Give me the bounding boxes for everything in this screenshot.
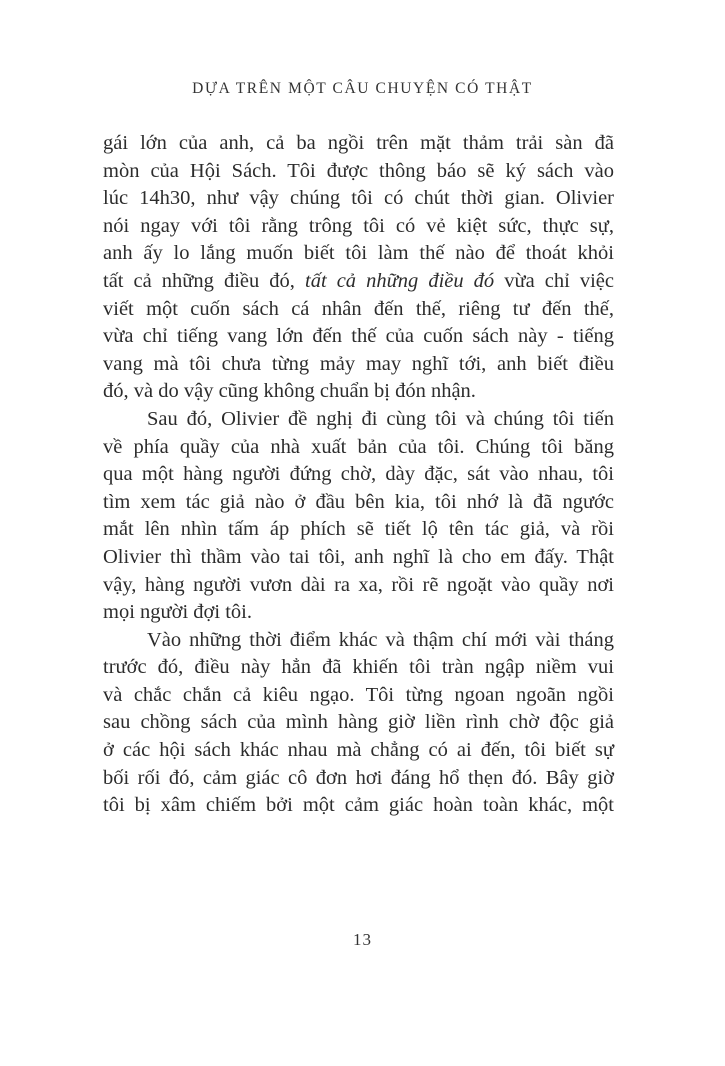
text-line: vậy, hàng người vươn dài ra xa, rồi rẽ ngoặt vào quầy nơi — [103, 573, 614, 596]
text-line: mòn của Hội Sách. Tôi được thông báo sẽ ký sách vào — [103, 159, 614, 182]
text-line — [103, 268, 614, 296]
text-line: nói ngay với tôi rằng trông tôi có vẻ kiệt sức, thực sự, — [103, 214, 614, 237]
text-line: Vào những thời điểm khác và thậm chí mới vài tháng — [147, 628, 614, 651]
text-line: vừa chỉ tiếng vang lớn đến thế của cuốn sách này - tiếng — [103, 325, 614, 348]
text-line: vang mà tôi chưa từng mảy may nghĩ tới, anh biết điều — [103, 352, 614, 375]
text-line: mắt lên nhìn tấm áp phích sẽ tiết lộ tên tác giả, và rồi — [103, 518, 614, 541]
text-line: và chắc chắn cả kiêu ngạo. Tôi từng ngoan ngoãn ngồi — [103, 683, 614, 706]
text-line: qua một hàng người đứng chờ, dày đặc, sát vào nhau, tôi — [103, 463, 614, 486]
text-line: anh ấy lo lắng muốn biết tôi làm thế nào để thoát khỏi — [103, 242, 614, 265]
body-text — [103, 130, 614, 820]
text-line: tôi bị xâm chiếm bởi một cảm giác hoàn toàn khác, một — [103, 794, 614, 817]
text-segment: vừa chỉ việc — [494, 269, 614, 292]
text-line: tìm xem tác giả nào ở đầu bên kia, tôi nhớ là đã ngước — [103, 490, 614, 513]
text-line: mọi người đợi tôi. — [103, 601, 252, 624]
text-segment: tất cả những điều đó, — [103, 269, 305, 292]
italic-emphasis: tất cả những điều đó — [305, 269, 495, 292]
page-number: 13 — [353, 930, 372, 949]
text-line: lúc 14h30, như vậy chúng tôi có chút thời gian. Olivier — [103, 187, 614, 210]
text-line: đó, và do vậy cũng không chuẩn bị đón nhận. — [103, 380, 476, 403]
text-line: viết một cuốn sách cá nhân đến thế, riêng tư đến thế, — [103, 297, 614, 320]
running-header: DỰA TRÊN MỘT CÂU CHUYỆN CÓ THẬT — [192, 80, 533, 97]
text-line: gái lớn của anh, cả ba ngồi trên mặt thảm trải sàn đã — [103, 132, 614, 154]
text-line: Sau đó, Olivier đề nghị đi cùng tôi và chúng tôi tiến — [147, 407, 614, 430]
text-line: trước đó, điều này hẳn đã khiến tôi tràn ngập niềm vui — [103, 656, 614, 679]
text-line: bối rối đó, cảm giác cô đơn hơi đáng hổ thẹn đó. Bây giờ — [103, 766, 614, 789]
text-line: sau chồng sách của mình hàng giờ liền rình chờ độc giả — [103, 711, 614, 734]
text-line: Olivier thì thầm vào tai tôi, anh nghĩ là cho em đấy. Thật — [103, 545, 614, 568]
text-line: ở các hội sách khác nhau mà chẳng có ai đến, tôi biết sự — [103, 739, 614, 762]
text-line: về phía quầy của nhà xuất bản của tôi. Chúng tôi băng — [103, 435, 614, 458]
